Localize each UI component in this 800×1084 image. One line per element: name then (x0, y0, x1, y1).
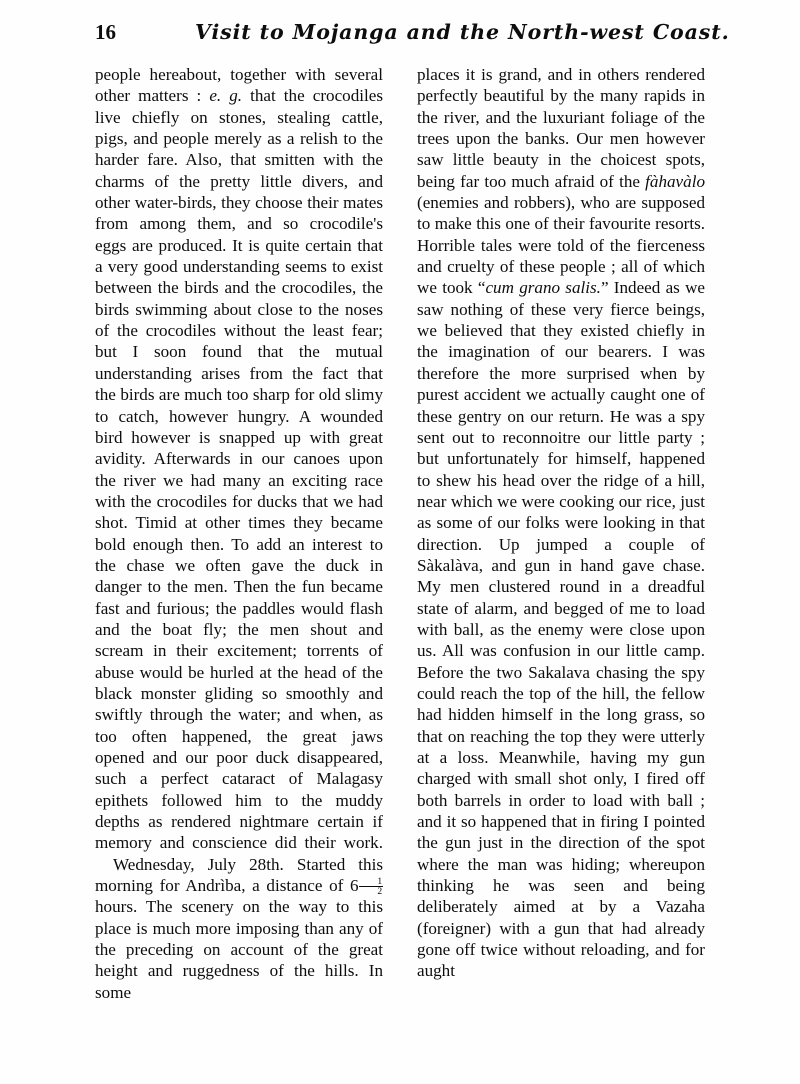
paragraph-wednesday-july-28 (95, 854, 383, 1003)
fraction-denominator: 2 (377, 885, 383, 897)
italic-cum-grano-salis: cum grano salis. (485, 278, 601, 298)
italic-fahavalo: fàhavàlo (645, 171, 705, 191)
fraction-numerator: 1 (359, 877, 383, 887)
text-run: ” Indeed as we saw nothing of these very fierce beings, we believed that they existed chiefly in the imagination of our bearers. I was therefore the more surprised when by purest accident we actually caught one of these gentry on our return. He was a spy sent out to reconnoitre our little party ; but unfortunately for himself, happened to shew his head over the ridge of a hill, near which we were cooking our rice, just as some of our folks were looking in that direction. Up jumped a couple of Sàkalàva, and gun in hand gave chase. My men clustered round in a dreadful state of alarm, and begged of me to load with ball, as the enemy were close upon us. All was confusion in our little camp. Before the two Sakalava chasing the spy could reach the top of the hill, the fellow had hidden himself in the long grass, so that on reaching the top they were utterly at a loss. Meanwhile, having my gun charged with small shot only, I fired off both barrels in order to load with ball ; and it so happened that in firing I pointed the gun just in the direction of the spot where the man was hiding; whereupon thinking he was seen and being deliberately aimed at by a Vazaha (foreigner) with a gun that had already gone off twice without reloading, and for aught (417, 278, 706, 981)
paragraph-crocodiles (95, 64, 383, 854)
text-run: Wednesday, July 28th. Started this morning for Andrìba, a distance of 6 (95, 854, 383, 896)
text-run: hours. The scenery on the way to this place is much more imposing than any of the preceding on account of the great height and ruggedness of the hills. In some (95, 897, 383, 1002)
text-run: people hereabout, together with several other matters : (95, 65, 383, 106)
running-head (95, 20, 730, 52)
italic-eg: e. g. (209, 86, 243, 106)
text-run: places it is grand, and in others rendered perfectly beautiful by the many rapids in the river, and the luxuriant foliage of the trees upon the banks. Our men however saw little beauty in the choicest spots, being far too much afraid of the (417, 65, 705, 191)
column-left (95, 64, 383, 1024)
page-number: 16 (95, 20, 116, 44)
running-head-title: Visit to Mojanga and the North-west Coast. (195, 20, 730, 44)
text-run: that the crocodiles live chiefly on stones, stealing cattle, pigs, and people merely as a relish to the harder fare. Also, that smitten with the charms of the pretty little divers, and other water-birds, they choose their mates from among them, and so crocodile's eggs are produced. It is quite certain that a very good understanding seems to exist between the birds and the crocodiles, the birds swimming about close to the noses of the crocodiles without the least fear; but I soon found that the mutual understanding arises from the fact that the birds are much too sharp for old slimy to catch, however hungry. A wounded bird however is snapped up with great avidity. Afterwards in our canoes upon the river we had many an exciting race with the crocodiles for ducks that we had shot. Timid at other times they became bold enough then. To add an interest to the chase we often gave the duck in danger to the men. Then the fun became fast and furious; the paddles would flash and the boat fly; the men shout and scream in their excitement; torrents of abuse would be hurled at the head of the black monster gliding so smoothly and swiftly through the water; and when, as too often happened, the great jaws opened and our poor duck disappeared, such a perfect cataract of Malagasy epithets followed him to the muddy depths as rendered nightmare certain if memory and conscience did their work. (95, 86, 383, 853)
text-run: (enemies and robbers), who are supposed to make this one of their favourite resorts. Horrible tales were told of the fierceness and cruelty of these people ; all of which we took “ (417, 193, 705, 298)
paragraph-scenery-and-spy (417, 64, 705, 982)
fraction-one-half (359, 877, 383, 896)
column-right (417, 64, 705, 1024)
body-columns (95, 64, 705, 1024)
